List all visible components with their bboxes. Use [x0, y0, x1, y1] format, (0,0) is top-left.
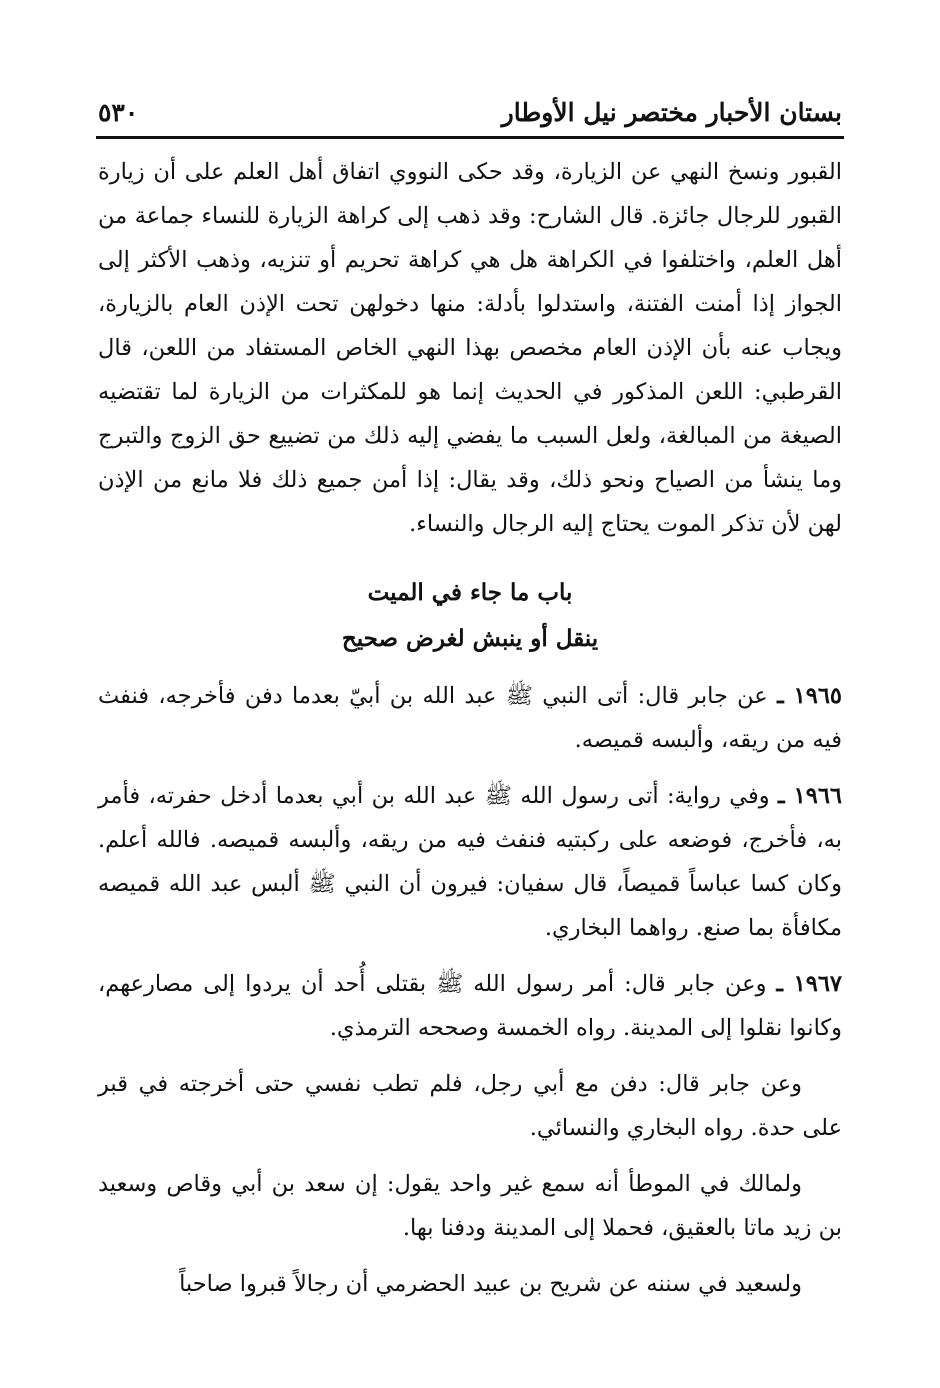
hadith-number: ١٩٦٦ ـ	[778, 783, 842, 809]
narration-paragraph: ولمالك في الموطأ أنه سمع غير واحد يقول: إن سعد بن أبي وقاص وسعيد بن زيد ماتا بالعقيق، فحملا إلى المدينة ودفنا بها.	[98, 1171, 842, 1241]
hadith-entry	[98, 962, 842, 1050]
chapter-title-line-2: ينقل أو ينبش لغرض صحيح	[341, 625, 599, 652]
hadith-text: وعن جابر قال: أمر رسول الله ﷺ بقتلى أُحد أن يردوا إلى مصارعهم، وكانوا نقلوا إلى المدينة. رواه الخمسة وصححه الترمذي.	[98, 971, 842, 1041]
chapter-title-line-1: باب ما جاء في الميت	[367, 579, 573, 606]
hadith-text: وفي رواية: أتى رسول الله ﷺ عبد الله بن أبي بعدما أدخل حفرته، فأمر به، فأخرج، فوضعه على ركبتيه فنفث فيه من ريقه، وألبسه قميصه. فالله أعلم. وكان كسا عباساً قميصاً، قال سفيان: فيرون أن النبي ﷺ ألبس عبد الله قميصه مكافأة بما صنع. رواهما البخاري.	[98, 783, 842, 941]
running-header	[98, 92, 842, 132]
page-number: ٥٣٠	[98, 97, 139, 127]
header-rule	[96, 136, 844, 139]
hadith-number: ١٩٦٧ ـ	[776, 971, 842, 997]
narration-paragraph: وعن جابر قال: دفن مع أبي رجل، فلم تطب نفسي حتى أخرجته في قبر على حدة. رواه البخاري والنسائي.	[98, 1071, 842, 1141]
intro-paragraph: القبور ونسخ النهي عن الزيارة، وقد حكى النووي اتفاق أهل العلم على أن زيارة القبور للرجال جائزة. قال الشارح: وقد ذهب إلى كراهة الزيارة للنساء جماعة من أهل العلم، واختلفوا في الكراهة هل هي كراهة تحريم أو تنزيه، وذهب الأكثر إلى الجواز إذا أمنت الفتنة، واستدلوا بأدلة: منها دخولهن تحت الإذن العام بالزيارة، ويجاب عنه بأن الإذن العام مخصص بهذا النهي الخاص المستفاد من اللعن، قال القرطبي: اللعن المذكور في الحديث إنما هو للمكثرات من الزيارة لما تقتضيه الصيغة من المبالغة، ولعل السبب ما يفضي إليه ذلك من تضييع حق الزوج والتبرج وما ينشأ من الصياح ونحو ذلك، وقد يقال: إذا أمن جميع ذلك فلا مانع من الإذن لهن لأن تذكر الموت يحتاج إليه الرجال والنساء.	[98, 159, 842, 537]
narration-paragraph: ولسعيد في سننه عن شريح بن عبيد الحضرمي أن رجالاً قبروا صاحباً	[179, 1271, 802, 1297]
book-title: بستان الأحبار مختصر نيل الأوطار	[501, 97, 842, 127]
chapter-heading	[98, 570, 842, 662]
hadith-text: عن جابر قال: أتى النبي ﷺ عبد الله بن أبيّ بعدما دفن فأخرجه، فنفث فيه من ريقه، وألبسه قميصه.	[98, 683, 842, 753]
hadith-entry	[98, 774, 842, 950]
hadith-entry	[98, 674, 842, 762]
hadith-number: ١٩٦٥ ـ	[777, 683, 842, 709]
page-body	[98, 150, 842, 1306]
